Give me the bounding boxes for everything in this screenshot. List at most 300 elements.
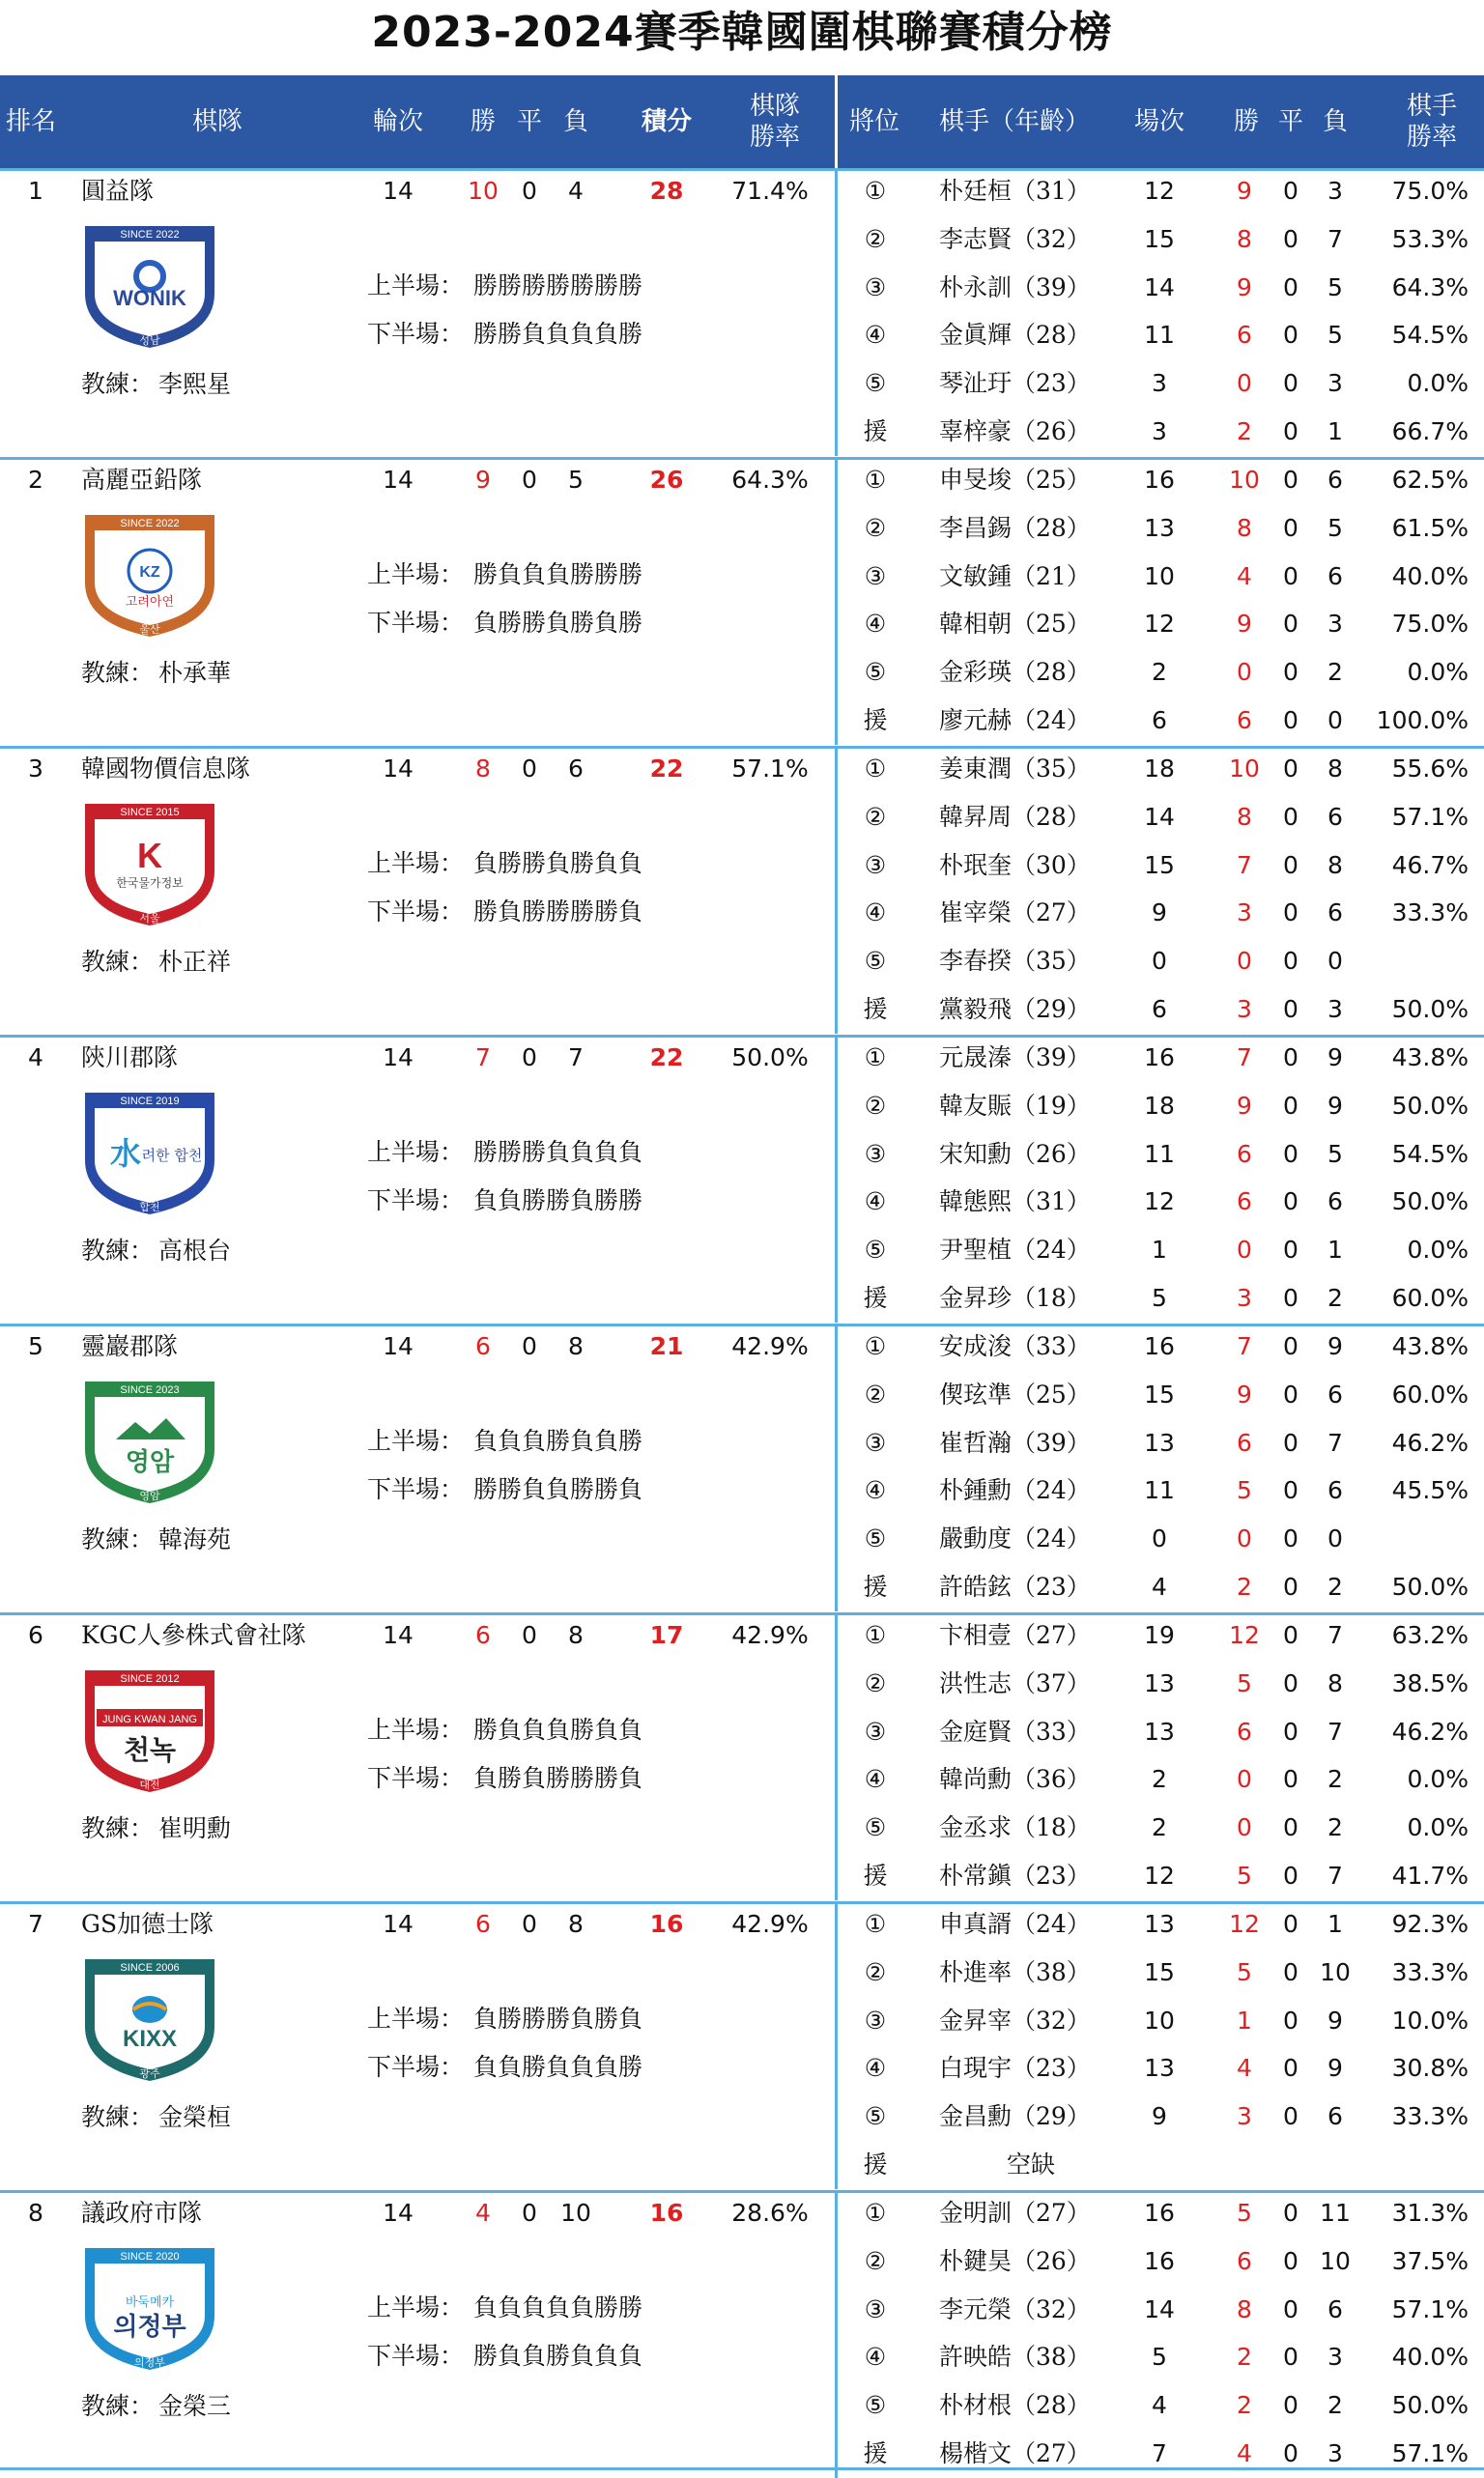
- player-board: 援: [863, 706, 888, 734]
- player-name: 白現宇（23）: [939, 2054, 1091, 2083]
- team-logo-svg: [77, 1661, 222, 1796]
- player-board: ①: [864, 1332, 887, 1360]
- first-half-results: 負負負勝負負勝: [473, 1427, 643, 1455]
- player-name: 申真諝（24）: [939, 1910, 1091, 1938]
- player-wins: 5: [1237, 1668, 1252, 1697]
- player-wins: 3: [1237, 1284, 1252, 1312]
- svg-text:성남: 성남: [139, 334, 160, 347]
- player-board: ④: [864, 2054, 887, 2083]
- svg-text:천녹: 천녹: [123, 1734, 177, 1766]
- player-board: ⑤: [864, 658, 887, 687]
- team-points: 17: [649, 1621, 684, 1649]
- player-games: 12: [1144, 610, 1175, 639]
- player-win-rate: 75.0%: [1391, 177, 1469, 205]
- header-p-rate: 棋手 勝率: [1406, 92, 1457, 152]
- player-draws: 0: [1283, 1187, 1298, 1216]
- team-draws: 0: [522, 1910, 537, 1938]
- player-win-rate: 10.0%: [1391, 2006, 1469, 2035]
- player-name: 韓態熙（31）: [939, 1187, 1091, 1216]
- player-win-rate: 60.0%: [1391, 1284, 1469, 1312]
- player-games: 11: [1144, 1476, 1175, 1505]
- player-losses: 8: [1327, 755, 1343, 783]
- first-half-label: 上半場：: [367, 2005, 465, 2033]
- player-draws: 0: [1283, 561, 1298, 590]
- player-wins: 7: [1237, 850, 1252, 879]
- player-name: 李春揆（35）: [939, 947, 1091, 976]
- player-games: 1: [1152, 1236, 1167, 1265]
- second-half-label: 下半場：: [367, 2342, 465, 2370]
- player-losses: 9: [1327, 1332, 1343, 1360]
- player-wins: 9: [1237, 610, 1252, 639]
- team-logo-svg: [77, 1950, 222, 2085]
- header-rounds: 輪次: [372, 107, 423, 136]
- player-win-rate: 50.0%: [1391, 1573, 1469, 1601]
- team-rounds: 14: [383, 2199, 414, 2227]
- coach-name: 金榮三: [158, 2392, 232, 2420]
- player-board: ②: [864, 1957, 887, 1986]
- player-board: ③: [864, 1428, 887, 1457]
- team-wins: 9: [475, 466, 491, 494]
- player-name: 辜梓豪（26）: [939, 417, 1091, 445]
- team-logo: [77, 1950, 222, 2085]
- player-draws: 0: [1283, 272, 1298, 301]
- team-name: 圓益隊: [81, 177, 155, 205]
- player-games: 14: [1144, 272, 1175, 301]
- player-wins: 2: [1237, 417, 1252, 445]
- player-win-rate: 45.5%: [1391, 1476, 1469, 1505]
- player-name: 朴廷桓（31）: [939, 177, 1091, 205]
- player-board: ③: [864, 1139, 887, 1168]
- svg-text:서울: 서울: [139, 912, 160, 925]
- player-board: 援: [863, 417, 888, 445]
- second-half-label: 下半場：: [367, 320, 465, 348]
- player-board: ⑤: [864, 1524, 887, 1553]
- team-losses: 6: [568, 755, 584, 783]
- player-losses: 6: [1327, 898, 1343, 927]
- svg-text:울산: 울산: [139, 623, 160, 636]
- team-points: 22: [649, 755, 684, 783]
- team-losses: 8: [568, 1621, 584, 1649]
- player-losses: 8: [1327, 1668, 1343, 1697]
- team-draws: 0: [522, 755, 537, 783]
- player-losses: 8: [1327, 850, 1343, 879]
- first-half-label: 上半場：: [367, 560, 465, 588]
- player-board: ①: [864, 466, 887, 494]
- player-board: ⑤: [864, 369, 887, 398]
- player-games: 14: [1144, 802, 1175, 831]
- svg-text:합천: 합천: [139, 1201, 160, 1213]
- player-draws: 0: [1283, 850, 1298, 879]
- first-half-label: 上半場：: [367, 2293, 465, 2321]
- player-draws: 0: [1283, 755, 1298, 783]
- player-board: ⑤: [864, 2102, 887, 2131]
- player-games: 13: [1144, 1668, 1175, 1697]
- team-block: [0, 457, 1484, 745]
- team-win-rate: 42.9%: [731, 1910, 809, 1938]
- second-half-results: 勝負勝勝勝勝負: [473, 897, 643, 926]
- player-name: 朴進率（38）: [939, 1957, 1091, 1986]
- player-wins: 5: [1237, 1476, 1252, 1505]
- player-draws: 0: [1283, 1862, 1298, 1890]
- player-name: 洪性志（37）: [939, 1668, 1091, 1697]
- team-points: 22: [649, 1043, 684, 1071]
- player-board: ③: [864, 2294, 887, 2323]
- player-win-rate: 62.5%: [1391, 466, 1469, 494]
- player-games: 2: [1152, 1765, 1167, 1794]
- player-name: 李元榮（32）: [939, 2294, 1091, 2323]
- player-losses: 6: [1327, 802, 1343, 831]
- player-losses: 3: [1327, 2343, 1343, 2372]
- svg-text:고려아연: 고려아연: [125, 595, 175, 610]
- player-win-rate: 50.0%: [1391, 1187, 1469, 1216]
- player-losses: 11: [1320, 2199, 1351, 2227]
- team-wins: 6: [475, 1621, 491, 1649]
- team-rank: 6: [28, 1621, 43, 1649]
- svg-text:K: K: [137, 836, 162, 875]
- second-half-label: 下半場：: [367, 1186, 465, 1214]
- player-win-rate: 0.0%: [1407, 1813, 1469, 1842]
- player-board: 援: [863, 1573, 888, 1601]
- player-name: 金明訓（27）: [939, 2199, 1091, 2227]
- player-name: 崔哲瀚（39）: [939, 1428, 1091, 1457]
- player-games: 10: [1144, 561, 1175, 590]
- player-losses: 9: [1327, 1091, 1343, 1120]
- team-win-rate: 28.6%: [731, 2199, 809, 2227]
- player-games: 13: [1144, 513, 1175, 542]
- team-name: 韓國物價信息隊: [81, 755, 251, 783]
- player-name: 金昇珍（18）: [939, 1284, 1091, 1312]
- team-rank: 3: [28, 755, 43, 783]
- team-logo-svg: [77, 505, 222, 641]
- team-win-rate: 64.3%: [731, 466, 809, 494]
- player-name: 韓相朝（25）: [939, 610, 1091, 639]
- player-draws: 0: [1283, 1910, 1298, 1938]
- player-win-rate: 57.1%: [1391, 802, 1469, 831]
- player-draws: 0: [1283, 1476, 1298, 1505]
- team-rounds: 14: [383, 1043, 414, 1071]
- player-draws: 0: [1283, 1717, 1298, 1746]
- player-board: ④: [864, 1765, 887, 1794]
- player-games: 4: [1152, 2391, 1167, 2420]
- team-losses: 8: [568, 1332, 584, 1360]
- player-losses: 2: [1327, 1573, 1343, 1601]
- player-wins: 6: [1237, 321, 1252, 350]
- player-win-rate: 55.6%: [1391, 755, 1469, 783]
- first-half-label: 上半場：: [367, 849, 465, 877]
- second-half-results: 負勝負勝勝勝負: [473, 1764, 643, 1792]
- player-losses: 1: [1327, 417, 1343, 445]
- player-name: 韓昇周（28）: [939, 802, 1091, 831]
- player-win-rate: 100.0%: [1376, 706, 1469, 734]
- player-board: ④: [864, 898, 887, 927]
- player-wins: 8: [1237, 2294, 1252, 2323]
- player-board: 援: [863, 1284, 888, 1312]
- player-games: 2: [1152, 1813, 1167, 1842]
- team-rounds: 14: [383, 466, 414, 494]
- team-rank: 5: [28, 1332, 43, 1360]
- player-draws: 0: [1283, 369, 1298, 398]
- page-title: 2023-2024賽季韓國圍棋聯賽積分榜: [371, 8, 1113, 57]
- header-player: 棋手（年齡）: [938, 107, 1090, 136]
- player-name: 申旻埈（25）: [939, 466, 1091, 494]
- team-rounds: 14: [383, 755, 414, 783]
- player-wins: 2: [1237, 2391, 1252, 2420]
- player-games: 14: [1144, 2294, 1175, 2323]
- player-losses: 1: [1327, 1910, 1343, 1938]
- player-losses: 2: [1327, 1765, 1343, 1794]
- second-half-results: 勝勝負負負負勝: [473, 320, 643, 348]
- player-games: 15: [1144, 1380, 1175, 1409]
- first-half-label: 上半場：: [367, 1716, 465, 1744]
- team-name: KGC人參株式會社隊: [81, 1621, 306, 1649]
- team-logo: [77, 216, 222, 352]
- player-wins: 6: [1237, 706, 1252, 734]
- player-games: 15: [1144, 224, 1175, 253]
- player-win-rate: 43.8%: [1391, 1043, 1469, 1071]
- team-block: [0, 1035, 1484, 1323]
- player-wins: 6: [1237, 1717, 1252, 1746]
- player-games: 12: [1144, 1187, 1175, 1216]
- svg-text:SINCE 2019: SINCE 2019: [120, 1096, 180, 1107]
- svg-text:SINCE 2015: SINCE 2015: [120, 807, 180, 818]
- player-games: 16: [1144, 1332, 1175, 1360]
- player-win-rate: 57.1%: [1391, 2439, 1469, 2467]
- player-board: ②: [864, 2246, 887, 2275]
- player-losses: 0: [1327, 947, 1343, 976]
- player-games: 13: [1144, 2054, 1175, 2083]
- first-half-label: 上半場：: [367, 1427, 465, 1455]
- player-draws: 0: [1283, 177, 1298, 205]
- player-board: ①: [864, 1621, 887, 1649]
- team-name: 陝川郡隊: [81, 1043, 179, 1071]
- player-win-rate: 92.3%: [1391, 1910, 1469, 1938]
- coach-name: 李熙星: [158, 370, 232, 398]
- team-block: [0, 1324, 1484, 1611]
- header-rank: 排名: [5, 107, 56, 136]
- player-name: 楊楷文（27）: [939, 2439, 1091, 2467]
- player-name: 朴永訓（39）: [939, 272, 1091, 301]
- player-wins: 6: [1237, 1428, 1252, 1457]
- second-half-results: 勝負負勝負負負: [473, 2342, 643, 2370]
- player-wins: 5: [1237, 1862, 1252, 1890]
- team-logo-svg: [77, 1083, 222, 1218]
- player-games: 12: [1144, 1862, 1175, 1890]
- player-losses: 9: [1327, 2054, 1343, 2083]
- player-wins: 4: [1237, 2054, 1252, 2083]
- player-name: 卞相壹（27）: [939, 1621, 1091, 1649]
- team-name: 靈巖郡隊: [81, 1332, 179, 1360]
- player-draws: 0: [1283, 995, 1298, 1023]
- first-half-label: 上半場：: [367, 1138, 465, 1166]
- player-name: 李昌錫（28）: [939, 513, 1091, 542]
- player-board: ①: [864, 755, 887, 783]
- first-half-results: 勝勝勝勝勝勝勝: [473, 271, 643, 299]
- player-wins: 6: [1237, 2246, 1252, 2275]
- second-half-results: 負勝勝負勝負勝: [473, 609, 643, 637]
- player-board: ②: [864, 802, 887, 831]
- player-win-rate: 54.5%: [1391, 321, 1469, 350]
- player-wins: 4: [1237, 561, 1252, 590]
- player-board: 援: [863, 2439, 888, 2467]
- team-draws: 0: [522, 1621, 537, 1649]
- table-header: [0, 75, 1484, 168]
- player-board: ③: [864, 272, 887, 301]
- player-wins: 10: [1229, 755, 1260, 783]
- player-name: 元晟溱（39）: [939, 1043, 1091, 1071]
- header-loss: 負: [562, 107, 588, 136]
- player-name: 金昌勳（29）: [939, 2102, 1091, 2131]
- player-draws: 0: [1283, 1621, 1298, 1649]
- player-draws: 0: [1283, 658, 1298, 687]
- player-name: 空缺: [1006, 2150, 1055, 2179]
- player-losses: 3: [1327, 369, 1343, 398]
- first-half-label: 上半場：: [367, 271, 465, 299]
- svg-text:SINCE 2012: SINCE 2012: [120, 1673, 180, 1685]
- player-games: 13: [1144, 1910, 1175, 1938]
- player-win-rate: 38.5%: [1391, 1668, 1469, 1697]
- player-board: ④: [864, 1476, 887, 1505]
- team-points: 16: [649, 1910, 684, 1938]
- team-logo-svg: [77, 216, 222, 352]
- team-block: [0, 168, 1484, 456]
- player-wins: 7: [1237, 1332, 1252, 1360]
- player-draws: 0: [1283, 947, 1298, 976]
- player-win-rate: 46.2%: [1391, 1428, 1469, 1457]
- team-draws: 0: [522, 1043, 537, 1071]
- svg-text:SINCE 2022: SINCE 2022: [120, 229, 180, 241]
- player-name: 李志賢（32）: [939, 224, 1091, 253]
- player-board: ④: [864, 610, 887, 639]
- player-name: 朴鍾勳（24）: [939, 1476, 1091, 1505]
- svg-text:한국물가정보: 한국물가정보: [116, 876, 184, 890]
- player-games: 13: [1144, 1428, 1175, 1457]
- svg-text:SINCE 2006: SINCE 2006: [120, 1962, 180, 1974]
- team-rounds: 14: [383, 177, 414, 205]
- svg-text:의정부: 의정부: [113, 2313, 186, 2342]
- player-board: ④: [864, 321, 887, 350]
- player-draws: 0: [1283, 2199, 1298, 2227]
- player-losses: 3: [1327, 610, 1343, 639]
- player-win-rate: 41.7%: [1391, 1862, 1469, 1890]
- player-games: 5: [1152, 2343, 1167, 2372]
- player-draws: 0: [1283, 2439, 1298, 2467]
- player-draws: 0: [1283, 2246, 1298, 2275]
- second-half-results: 負負勝負負負勝: [473, 2053, 643, 2081]
- player-draws: 0: [1283, 1813, 1298, 1842]
- team-win-rate: 57.1%: [731, 755, 809, 783]
- team-wins: 10: [468, 177, 499, 205]
- player-board: ④: [864, 2343, 887, 2372]
- second-half-results: 勝勝負負勝勝負: [473, 1475, 643, 1503]
- player-draws: 0: [1283, 1380, 1298, 1409]
- header-draw: 平: [516, 107, 542, 136]
- header-p-win: 勝: [1233, 107, 1259, 136]
- player-losses: 5: [1327, 272, 1343, 301]
- player-games: 9: [1152, 898, 1167, 927]
- player-games: 0: [1152, 947, 1167, 976]
- player-win-rate: 46.7%: [1391, 850, 1469, 879]
- team-losses: 7: [568, 1043, 584, 1071]
- team-rank: 2: [28, 466, 43, 494]
- player-win-rate: 54.5%: [1391, 1139, 1469, 1168]
- team-win-rate: 42.9%: [731, 1332, 809, 1360]
- team-logo: [77, 2238, 222, 2374]
- player-losses: 6: [1327, 1187, 1343, 1216]
- player-name: 黨毅飛（29）: [939, 995, 1091, 1023]
- first-half-results: 負勝勝勝負勝負: [473, 2005, 643, 2033]
- svg-text:SINCE 2022: SINCE 2022: [120, 518, 180, 529]
- player-name: 姜東潤（35）: [939, 755, 1091, 783]
- player-games: 18: [1144, 1091, 1175, 1120]
- team-win-rate: 71.4%: [731, 177, 809, 205]
- player-draws: 0: [1283, 610, 1298, 639]
- player-games: 16: [1144, 466, 1175, 494]
- player-games: 16: [1144, 1043, 1175, 1071]
- player-draws: 0: [1283, 1668, 1298, 1697]
- player-games: 13: [1144, 1717, 1175, 1746]
- player-board: ③: [864, 1717, 887, 1746]
- player-games: 15: [1144, 850, 1175, 879]
- player-wins: 8: [1237, 802, 1252, 831]
- svg-text:대전: 대전: [139, 1779, 160, 1791]
- player-games: 3: [1152, 369, 1167, 398]
- player-games: 19: [1144, 1621, 1175, 1649]
- player-losses: 6: [1327, 561, 1343, 590]
- player-draws: 0: [1283, 513, 1298, 542]
- svg-text:바둑메카: 바둑메카: [125, 2295, 175, 2310]
- player-games: 12: [1144, 177, 1175, 205]
- player-draws: 0: [1283, 1428, 1298, 1457]
- first-half-results: 勝勝勝負負負負: [473, 1138, 643, 1166]
- player-games: 18: [1144, 755, 1175, 783]
- player-board: ①: [864, 2199, 887, 2227]
- team-draws: 0: [522, 2199, 537, 2227]
- second-half-label: 下半場：: [367, 1475, 465, 1503]
- coach-name: 金榮桓: [158, 2103, 232, 2131]
- player-wins: 1: [1237, 2006, 1252, 2035]
- player-losses: 10: [1320, 2246, 1351, 2275]
- svg-text:JUNG KWAN JANG: JUNG KWAN JANG: [102, 1714, 197, 1725]
- team-rank: 7: [28, 1910, 43, 1938]
- player-board: 援: [863, 1862, 888, 1890]
- player-draws: 0: [1283, 1765, 1298, 1794]
- player-losses: 7: [1327, 1428, 1343, 1457]
- coach-label: 教練：: [81, 659, 155, 687]
- player-losses: 3: [1327, 177, 1343, 205]
- player-draws: 0: [1283, 321, 1298, 350]
- svg-text:의정부: 의정부: [134, 2356, 165, 2369]
- player-name: 許映皓（38）: [939, 2343, 1091, 2372]
- player-wins: 0: [1237, 947, 1252, 976]
- player-name: 宋知勳（26）: [939, 1139, 1091, 1168]
- player-losses: 1: [1327, 1236, 1343, 1265]
- player-draws: 0: [1283, 2006, 1298, 2035]
- second-half-label: 下半場：: [367, 2053, 465, 2081]
- player-name: 韓尚勳（36）: [939, 1765, 1091, 1794]
- team-name: 議政府市隊: [81, 2199, 203, 2227]
- player-draws: 0: [1283, 2054, 1298, 2083]
- first-half-results: 負勝勝負勝負負: [473, 849, 643, 877]
- team-rounds: 14: [383, 1910, 414, 1938]
- player-draws: 0: [1283, 466, 1298, 494]
- team-win-rate: 42.9%: [731, 1621, 809, 1649]
- player-board: 援: [863, 2150, 888, 2179]
- player-win-rate: 63.2%: [1391, 1621, 1469, 1649]
- coach-name: 高根台: [158, 1237, 232, 1265]
- player-name: 文敏鍾（21）: [939, 561, 1091, 590]
- coach-label: 教練：: [81, 1237, 155, 1265]
- coach-label: 教練：: [81, 948, 155, 976]
